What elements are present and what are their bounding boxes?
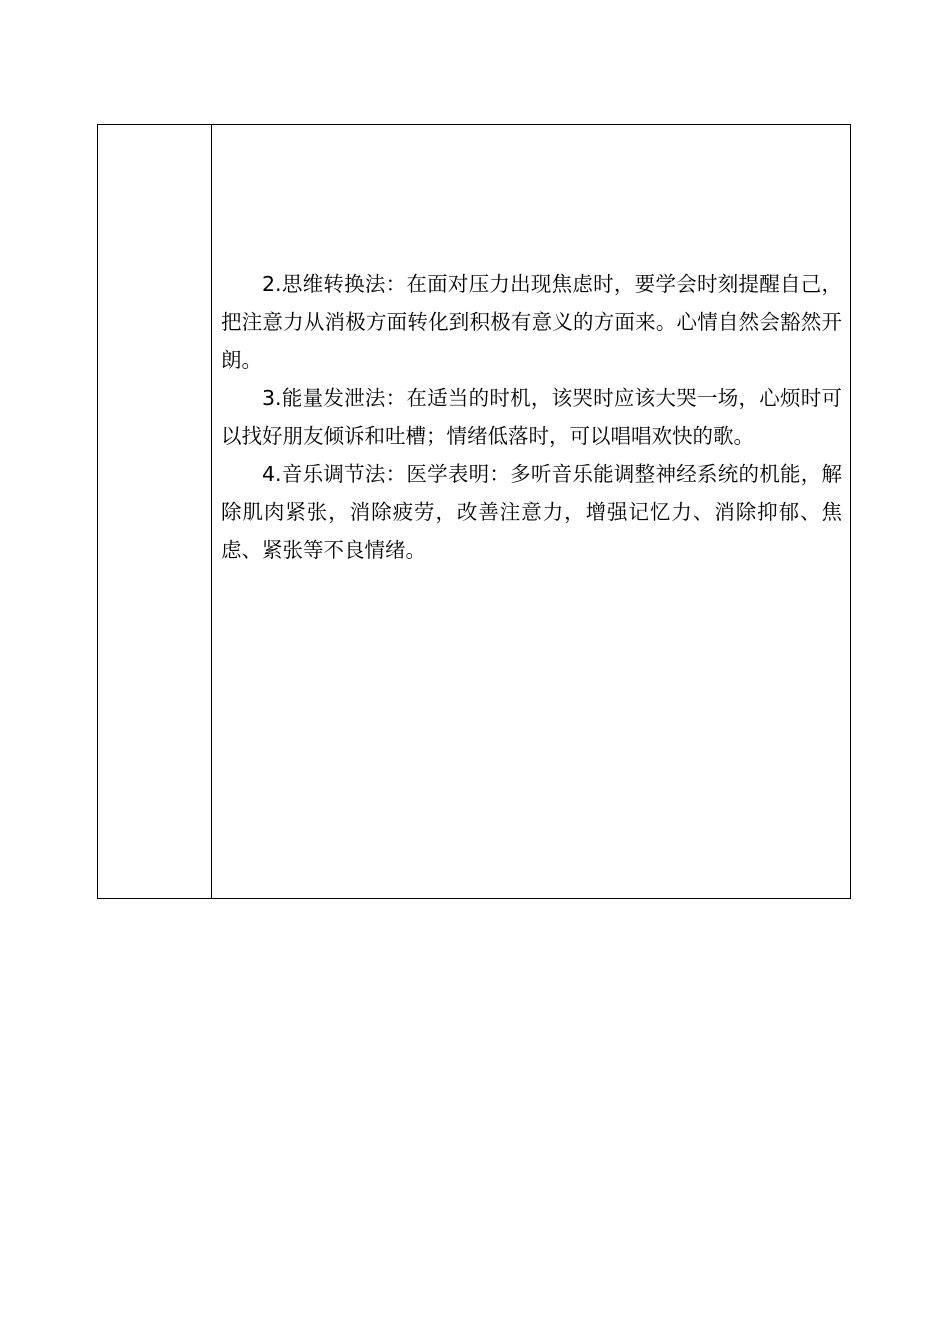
content-table	[97, 124, 851, 899]
paragraph-thinking-conversion: 2.思维转换法：在面对压力出现焦虑时，要学会时刻提醒自己，把注意力从消极方面转化到积极有意义的方面来。心情自然会豁然开朗。	[221, 272, 842, 372]
table-content-cell	[212, 125, 850, 898]
paragraph-music-regulation: 4.音乐调节法：医学表明：多听音乐能调整神经系统的机能，解除肌肉紧张，消除疲劳，改善注意力，增强记忆力、消除抑郁、焦虑、紧张等不良情绪。	[221, 462, 842, 562]
paragraph-energy-release: 3.能量发泄法：在适当的时机，该哭时应该大哭一场，心烦时可以找好朋友倾诉和吐槽；情绪低落时，可以唱唱欢快的歌。	[221, 386, 842, 448]
table-label-cell	[98, 125, 212, 898]
